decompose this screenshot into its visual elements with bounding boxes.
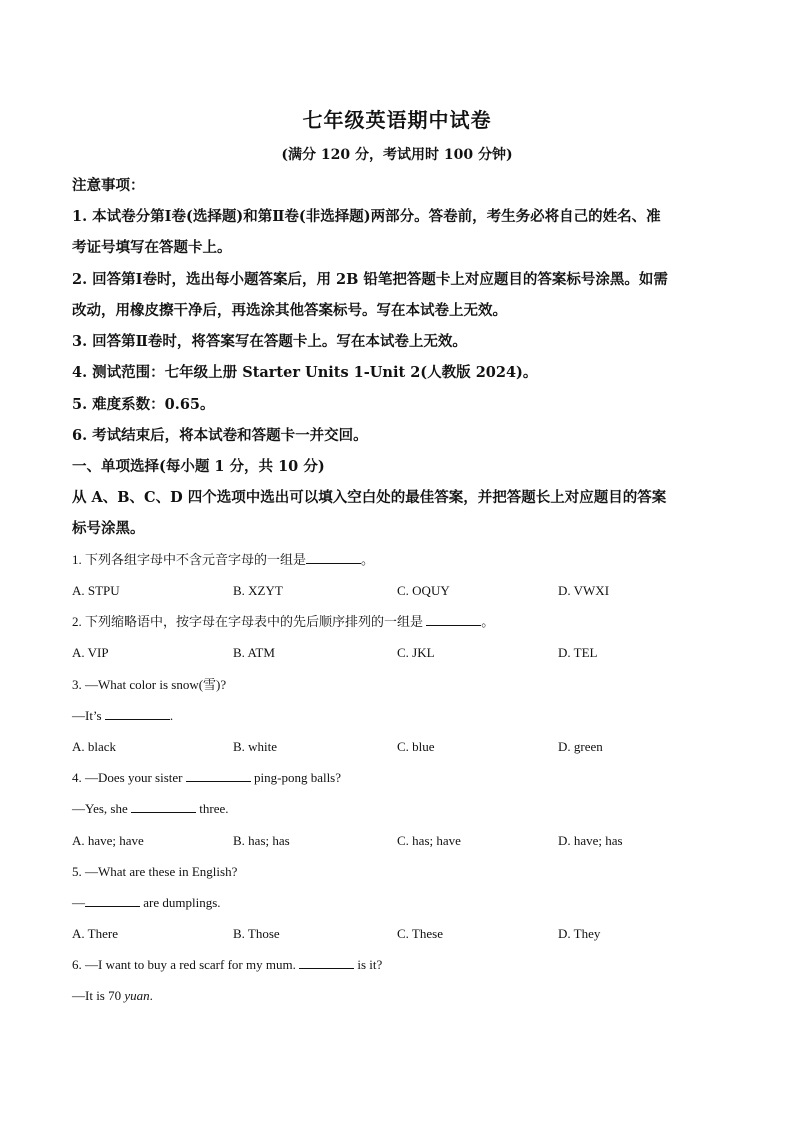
answer-blank	[426, 612, 481, 626]
section-instruction: 从 A、B、C、D 四个选项中选出可以填入空白处的最佳答案，并把答题长上对应题目的答案	[72, 489, 667, 506]
question-5-line2	[72, 893, 221, 913]
question-text: —It’s	[72, 708, 105, 723]
exam-subtitle: (满分 120 分，考试用时 100 分钟)	[281, 147, 513, 163]
option-b: B. ATM	[233, 645, 275, 660]
question-2-stem	[72, 612, 494, 632]
answer-blank	[131, 799, 196, 813]
option-c: C. These	[397, 926, 443, 941]
question-text: three.	[196, 801, 229, 816]
question-3-line1: 3. —What color is snow(雪)?	[72, 677, 227, 692]
option-c: C. blue	[397, 739, 435, 754]
question-text: 。	[481, 614, 495, 629]
note-line: 2. 回答第Ⅰ卷时，选出每小题答案后，用 2B 铅笔把答题卡上对应题目的答案标号涂黑。如需	[72, 271, 668, 288]
option-a: A. have; have	[72, 833, 144, 848]
option-d: D. green	[558, 739, 603, 754]
option-d: D. They	[558, 926, 601, 941]
option-b: B. white	[233, 739, 278, 754]
question-text: are dumplings.	[140, 895, 221, 910]
section-instruction: 标号涂黑。	[72, 520, 145, 537]
question-text: 6. —I want to buy a red scarf for my mum.	[72, 957, 300, 972]
question-text: —Yes, she	[72, 801, 131, 816]
question-4-line2	[72, 799, 228, 819]
option-d: D. have; has	[558, 833, 623, 848]
option-c: C. OQUY	[397, 583, 450, 598]
question-text: 1. 下列各组字母中不含元音字母的一组是	[72, 552, 307, 567]
note-line: 考证号填写在答题卡上。	[72, 239, 232, 256]
question-text: —It is 70	[72, 988, 125, 1003]
option-b: B. has; has	[233, 833, 290, 848]
note-line: 3. 回答第Ⅱ卷时，将答案写在答题卡上。写在本试卷上无效。	[72, 333, 467, 350]
question-text: —	[72, 895, 85, 910]
answer-blank	[85, 893, 140, 907]
question-3-line2	[72, 706, 173, 726]
question-4-line1	[72, 768, 341, 788]
note-line: 改动，用橡皮擦干净后，再选涂其他答案标号。写在本试卷上无效。	[72, 302, 507, 319]
question-text: 4. —Does your sister	[72, 770, 186, 785]
answer-blank	[186, 768, 251, 782]
question-text: .	[149, 988, 153, 1003]
note-line: 6. 考试结束后，将本试卷和答题卡一并交回。	[72, 427, 368, 444]
section-heading: 一、单项选择(每小题 1 分，共 10 分)	[72, 458, 325, 475]
option-a: A. VIP	[72, 645, 109, 660]
note-line: 1. 本试卷分第Ⅰ卷(选择题)和第Ⅱ卷(非选择题)两部分。答卷前，考生务必将自己的姓名、准	[72, 208, 661, 225]
answer-blank	[299, 955, 354, 969]
question-1-stem	[72, 550, 374, 570]
option-a: A. black	[72, 739, 117, 754]
question-text: ping-pong balls?	[250, 770, 342, 785]
question-5-line1: 5. —What are these in English?	[72, 864, 238, 879]
notes-heading: 注意事项：	[72, 177, 145, 194]
option-c: C. has; have	[397, 833, 461, 848]
note-line: 5. 难度系数：0.65。	[72, 396, 215, 413]
option-b: B. Those	[233, 926, 280, 941]
question-6-line2	[72, 986, 153, 1006]
option-a: A. There	[72, 926, 118, 941]
answer-blank	[306, 550, 361, 564]
exam-title: 七年级英语期中试卷	[302, 108, 492, 132]
option-b: B. XZYT	[233, 583, 283, 598]
option-d: D. TEL	[558, 645, 598, 660]
question-text: 。	[361, 552, 375, 567]
option-a: A. STPU	[72, 583, 120, 598]
question-6-line1	[72, 955, 382, 975]
answer-blank	[105, 706, 170, 720]
question-text: 2. 下列缩略语中，按字母在字母表中的先后顺序排列的一组是	[72, 614, 427, 629]
note-line: 4. 测试范围：七年级上册 Starter Units 1-Unit 2(人教版 2024)。	[72, 364, 538, 381]
question-text: .	[169, 708, 174, 723]
option-c: C. JKL	[397, 645, 435, 660]
question-text: is it?	[354, 957, 383, 972]
currency-word: yuan	[124, 988, 150, 1003]
option-d: D. VWXI	[558, 583, 610, 598]
